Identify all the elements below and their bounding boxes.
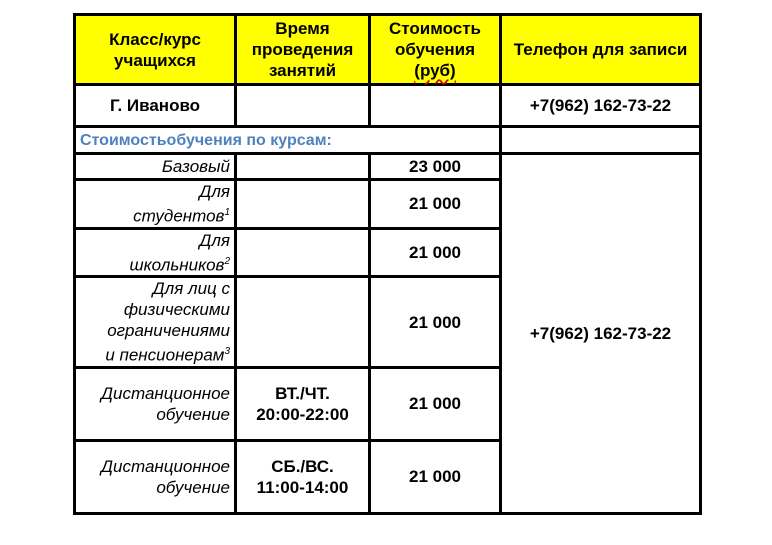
header-cost-label: Стоимость обучения bbox=[389, 19, 481, 59]
course-schedule: СБ./ВС. 11:00-14:00 bbox=[236, 440, 370, 513]
city-name: Г. Иваново bbox=[75, 85, 236, 127]
header-time: Время проведения занятий bbox=[236, 15, 370, 85]
city-time-cell bbox=[236, 85, 370, 127]
course-schedule bbox=[236, 154, 370, 180]
course-name: Дистанционное обучение bbox=[75, 440, 236, 513]
course-schedule bbox=[236, 277, 370, 368]
course-price: 21 000 bbox=[370, 367, 501, 440]
course-name: Для школьников$^2$ bbox=[75, 228, 236, 277]
course-schedule: ВТ./ЧТ. 20:00-22:00 bbox=[236, 367, 370, 440]
course-name: Для лиц с физическими ограничениями и пенсионерам$^3$ bbox=[75, 277, 236, 368]
table-row bbox=[75, 154, 701, 180]
footnote-mark: 1 bbox=[224, 207, 230, 218]
section-phone-cell bbox=[501, 127, 701, 154]
header-phone: Телефон для записи bbox=[501, 15, 701, 85]
course-name: Дистанционное обучение bbox=[75, 367, 236, 440]
course-name: Для студентов$^1$ bbox=[75, 180, 236, 229]
course-price: 21 000 bbox=[370, 228, 501, 277]
city-row bbox=[75, 85, 701, 127]
city-phone: +7(962) 162-73-22 bbox=[501, 85, 701, 127]
header-cost bbox=[370, 15, 501, 85]
course-price: 21 000 bbox=[370, 277, 501, 368]
course-schedule bbox=[236, 180, 370, 229]
courses-phone: +7(962) 162-73-22 bbox=[501, 154, 701, 514]
course-name: Базовый bbox=[75, 154, 236, 180]
course-price: 21 000 bbox=[370, 440, 501, 513]
header-row bbox=[75, 15, 701, 85]
course-schedule bbox=[236, 228, 370, 277]
footnote-mark: 2 bbox=[224, 255, 230, 267]
course-price: 21 000 bbox=[370, 180, 501, 229]
footnote-mark: 3 bbox=[224, 346, 230, 358]
header-class: Класс/курс учащихся bbox=[75, 15, 236, 85]
section-title: Стоимостьобучения по курсам: bbox=[75, 127, 501, 154]
course-price: 23 000 bbox=[370, 154, 501, 180]
header-cost-unit: (руб) bbox=[414, 61, 456, 80]
price-table bbox=[73, 13, 702, 515]
city-cost-cell bbox=[370, 85, 501, 127]
section-row bbox=[75, 127, 701, 154]
